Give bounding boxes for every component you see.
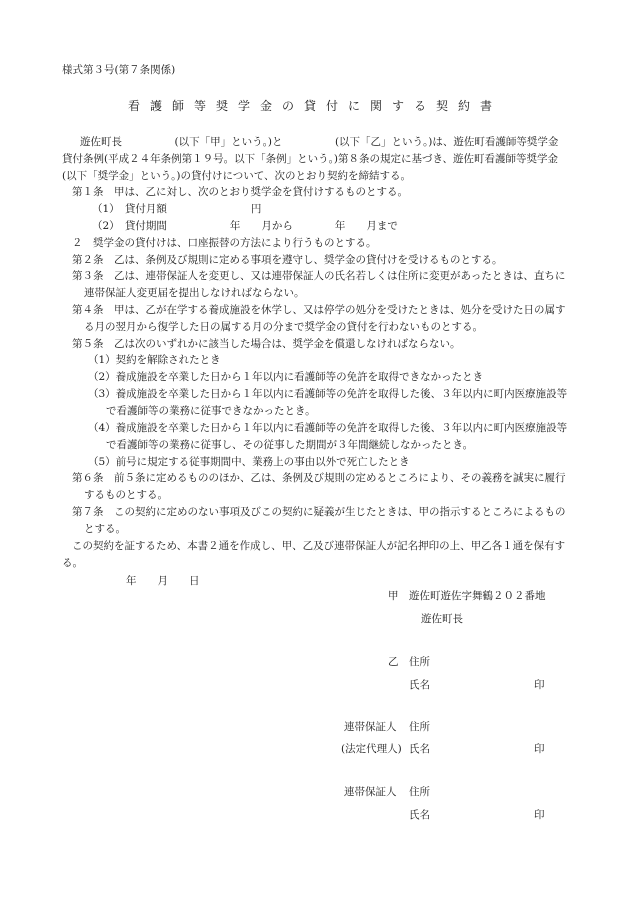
guarantor-2-label: 連帯保証人 [344, 786, 397, 798]
party-a-label: 甲 [388, 590, 399, 602]
article-5-item-3-line-2: で看護師等の業務に従事できなかったとき。 [106, 405, 316, 417]
guarantor-1-name-label: 氏名 [409, 743, 430, 755]
form-number: 様式第３号(第７条関係) [62, 64, 176, 76]
document-title: 看護師等奨学金の貸付に関する契約書 [127, 99, 502, 113]
party-b-seal: 印 [534, 679, 545, 691]
guarantor-1-label: 連帯保証人 [344, 721, 397, 733]
article-1-item-1: （1） 貸付月額 円 [92, 203, 262, 215]
article-4-line-2: る月の翌月から復学した日の属する月の分まで奨学金の貸付を行わないものとする。 [84, 321, 483, 333]
article-5: 第５条 乙は次のいずれかに該当した場合は、奨学金を償還しなければならない。 [72, 338, 461, 350]
party-b-address-label: 住所 [409, 656, 430, 668]
guarantor-1-seal: 印 [534, 743, 545, 755]
guarantor-1-address-label: 住所 [409, 721, 430, 733]
article-2: 第２条 乙は、条例及び規則に定める事項を遵守し、奨学金の貸付けを受けるものとする。 [72, 254, 503, 266]
article-5-item-4-line-2: で看護師等の業務に従事し、その従事した期間が３年間継続しなかったとき。 [106, 439, 474, 451]
intro-line-1: 遊佐町長 (以下「甲」という。)と (以下「乙」という。)は、遊佐町看護師等奨学金 [80, 136, 559, 148]
article-6-line-1: 第６条 前５条に定めるもののほか、乙は、条例及び規則の定めるところにより、その義務を誠実に履行 [72, 472, 566, 484]
article-5-item-1: （1）契約を解除されたとき [88, 354, 221, 366]
contract-date: 年 月 日 [126, 575, 200, 587]
article-3-line-2: 連帯保証人変更届を提出しなければならない。 [84, 287, 305, 299]
party-b-label: 乙 [388, 656, 399, 668]
party-b-name-label: 氏名 [409, 679, 430, 691]
article-5-item-3-line-1: （3）養成施設を卒業した日から１年以内に看護師等の免許を取得した後、３年以内に町内医療施設等 [88, 388, 568, 400]
intro-line-2: 貸付条例(平成２４年条例第１９号。以下「条例」という。)第８条の規定に基づき、遊佐町看護師等奨学金 [62, 153, 559, 165]
guarantor-2-address-label: 住所 [409, 786, 430, 798]
article-5-item-2: （2）養成施設を卒業した日から１年以内に看護師等の免許を取得できなかったとき [88, 371, 484, 383]
article-6-line-2: するものとする。 [84, 489, 168, 501]
guarantor-2-name-label: 氏名 [409, 809, 430, 821]
article-7-line-1: 第７条 この契約に定めのない事項及びこの契約に疑義が生じたときは、甲の指示するところによるもの [72, 506, 566, 518]
guarantor-2-seal: 印 [534, 809, 545, 821]
guarantor-1-legal-rep-label: (法定代理人) [341, 743, 402, 755]
article-1-item-2: （2） 貸付期間 年 月から 年 月まで [92, 220, 398, 232]
article-5-item-5: （5）前号に規定する従事期間中、業務上の事由以外で死亡したとき [88, 456, 410, 468]
closing-line-1: この契約を証するため、本書２通を作成し、甲、乙及び連帯保証人が記名押印の上、甲乙各１通を保有す [72, 540, 566, 552]
article-1-paragraph-2: ２ 奨学金の貸付けは、口座振替の方法により行うものとする。 [72, 237, 377, 249]
party-a-address: 遊佐町遊佐字舞鶴２０２番地 [409, 590, 546, 602]
article-1: 第１条 甲は、乙に対し、次のとおり奨学金を貸付けするものとする。 [72, 186, 408, 198]
article-4-line-1: 第４条 甲は、乙が在学する養成施設を休学し、又は停学の処分を受けたときは、処分を受けた日の属す [72, 304, 566, 316]
closing-line-2: る。 [62, 557, 83, 569]
party-a-name: 遊佐町長 [421, 613, 463, 625]
article-3-line-1: 第３条 乙は、連帯保証人を変更し、又は連帯保証人の氏名若しくは住所に変更があったときは、直ちに [72, 270, 566, 282]
article-7-line-2: とする。 [84, 523, 126, 535]
intro-line-3: (以下「奨学金」という。)の貸付けについて、次のとおり契約を締結する。 [62, 170, 412, 182]
article-5-item-4-line-1: （4）養成施設を卒業した日から１年以内に看護師等の免許を取得した後、３年以内に町内医療施設等 [88, 422, 568, 434]
